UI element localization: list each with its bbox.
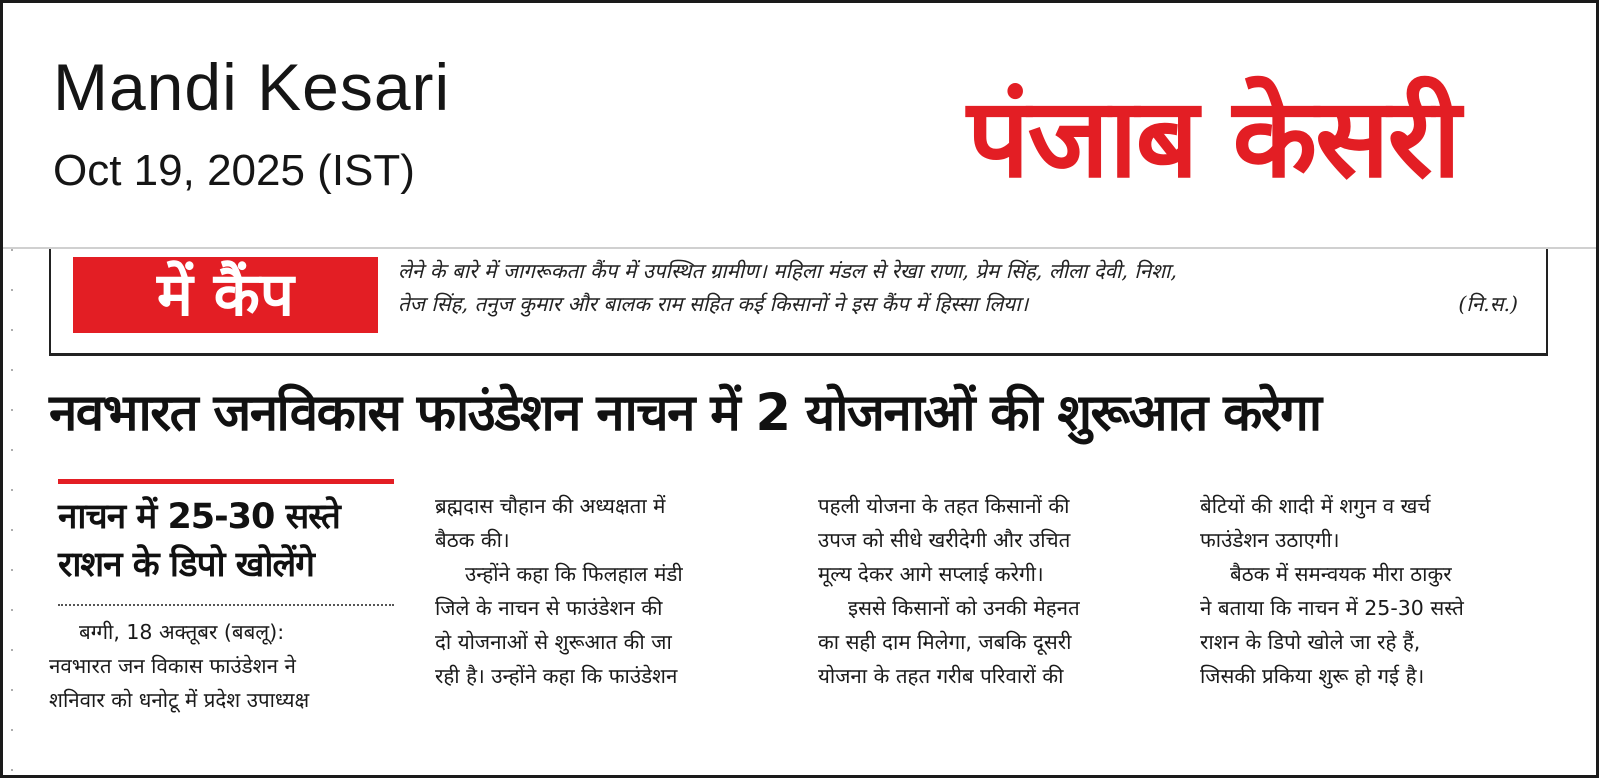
column-line: शनिवार को धनोटू में प्रदेश उपाध्यक्ष <box>49 688 310 712</box>
previous-story-text <box>398 255 1518 321</box>
column-line: मूल्य देकर आगे सप्लाई करेगी। <box>818 562 1044 586</box>
column-line: का सही दाम मिलेगा, जबकि दूसरी <box>818 630 1072 654</box>
publication-date: Oct 19, 2025 (IST) <box>53 146 415 195</box>
publication-name: Mandi Kesari <box>53 50 451 124</box>
column-line: नवभारत जन विकास फाउंडेशन ने <box>49 654 296 678</box>
column-line: ने बताया कि नाचन में 25-30 सस्ते <box>1200 596 1464 620</box>
newspaper-masthead-logo: पंजाब केसरी <box>966 74 1459 202</box>
previous-story-credit: (नि.स.) <box>1458 292 1518 316</box>
column-line: जिसकी प्रकिया शुरू हो गई है। <box>1200 664 1425 688</box>
column-line: बेटियों की शादी में शगुन व खर्च <box>1200 494 1431 518</box>
column-line: राशन के डिपो खोले जा रहे हैं, <box>1200 630 1421 654</box>
column-line: फाउंडेशन उठाएगी। <box>1200 528 1340 552</box>
article-headline: नवभारत जनविकास फाउंडेशन नाचन में 2 योजनाओं की शुरूआत करेगा <box>49 384 1321 443</box>
previous-story-line: लेने के बारे में जागरूकता कैंप में उपस्थित ग्रामीण। महिला मंडल से रेखा राणा, प्रेम सिंह, लीला देवी, निशा, <box>398 259 1177 283</box>
column-line: इससे किसानों को उनकी मेहनत <box>848 596 1080 620</box>
column-line: जिले के नाचन से फाउंडेशन की <box>435 596 663 620</box>
subheadline-divider <box>58 604 394 606</box>
camp-label-box: में कैंप <box>73 257 378 333</box>
article-column-2 <box>435 489 780 693</box>
article-column-3 <box>818 489 1163 693</box>
subheadline-red-rule <box>58 479 394 484</box>
article-subheadline: नाचन में 25-30 सस्ते राशन के डिपो खोलेंगे <box>58 497 340 585</box>
clipping-header <box>3 3 1596 249</box>
column-line: पहली योजना के तहत किसानों की <box>818 494 1070 518</box>
column-line: उन्होंने कहा कि फिलहाल मंडी <box>465 562 683 586</box>
column-line: बैठक में समन्वयक मीरा ठाकुर <box>1230 562 1452 586</box>
column-line: ब्रह्मदास चौहान की अध्यक्षता में <box>435 494 666 518</box>
column-line: उपज को सीधे खरीदेगी और उचित <box>818 528 1071 552</box>
column-line: दो योजनाओं से शुरूआत की जा <box>435 630 672 654</box>
column-line: बैठक की। <box>435 528 510 552</box>
column-line: बग्गी, 18 अक्तूबर (बबलू): <box>79 620 285 644</box>
previous-story-line <box>398 288 1518 321</box>
newspaper-clipping <box>3 249 1596 775</box>
article-column-1 <box>49 615 394 717</box>
previous-story-line-text: तेज सिंह, तनुज कुमार और बालक राम सहित कई किसानों ने इस कैंप में हिस्सा लिया। <box>398 292 1029 316</box>
column-line: रही है। उन्होंने कहा कि फाउंडेशन <box>435 664 678 688</box>
previous-story-strip <box>49 249 1548 356</box>
article-column-4 <box>1200 489 1545 693</box>
page-edge-marks <box>11 249 13 775</box>
column-line: योजना के तहत गरीब परिवारों की <box>818 664 1064 688</box>
